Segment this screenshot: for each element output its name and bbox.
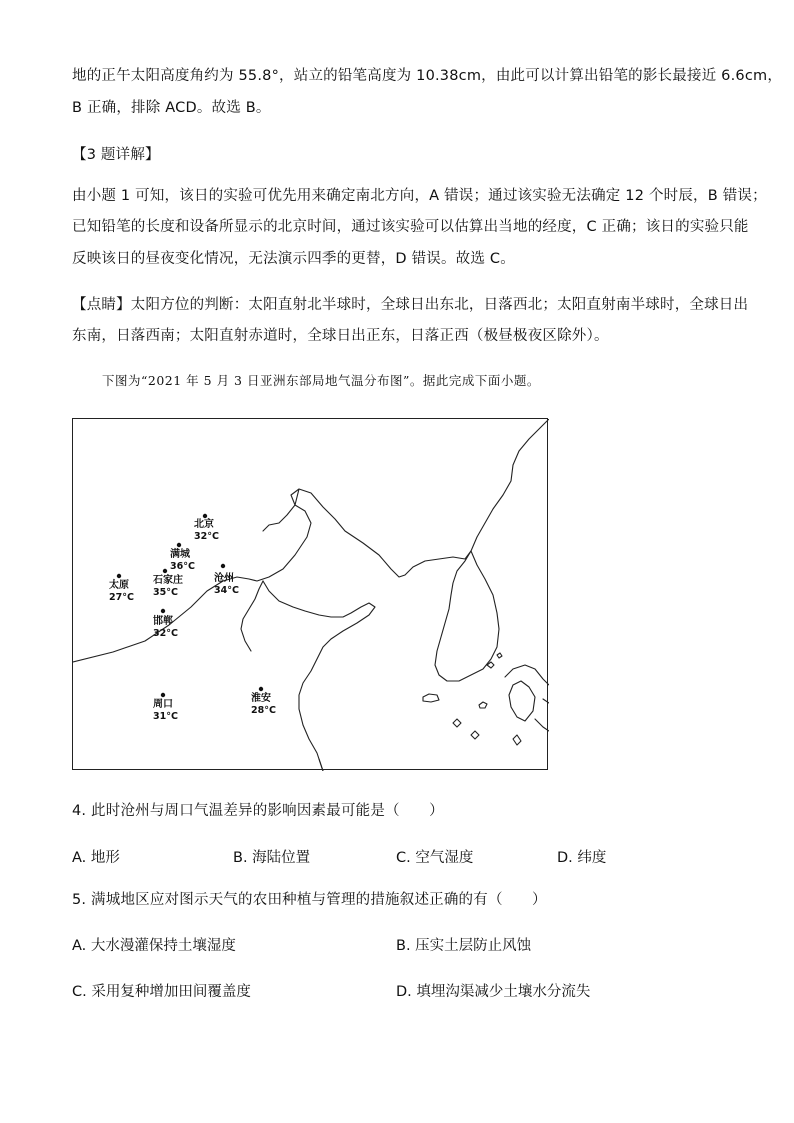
explanation-line-2: B 正确，排除 ACD。故选 B。	[72, 100, 271, 116]
q3-heading: 【3 题详解】	[72, 147, 160, 163]
q4-stem: 4. 此时沧州与周口气温差异的影响因素最可能是（ ）	[72, 803, 444, 819]
q5-option-b[interactable]: B. 压实土层防止风蚀	[396, 938, 532, 954]
city-dot-zhoukou	[161, 693, 165, 697]
city-temp-handan: 32°C	[153, 628, 178, 639]
figure-caption: 下图为“2021 年 5 月 3 日亚洲东部局地气温分布图”。据此完成下面小题。	[102, 373, 540, 388]
q4-option-a[interactable]: A. 地形	[72, 850, 120, 866]
city-dot-cangzhou	[221, 564, 225, 568]
city-name-cangzhou: 沧州	[214, 573, 234, 584]
city-temp-zhoukou: 31°C	[153, 711, 178, 722]
city-dot-handan	[161, 609, 165, 613]
q5-option-a[interactable]: A. 大水漫灌保持土壤湿度	[72, 938, 236, 954]
city-dot-beijing	[203, 514, 207, 518]
city-temp-taiyuan: 27°C	[109, 592, 134, 603]
q5-option-c[interactable]: C. 采用复种增加田间覆盖度	[72, 984, 251, 1000]
city-name-zhoukou: 周口	[153, 699, 173, 710]
city-temp-shijiazhuang: 35°C	[153, 587, 178, 598]
city-dot-shijiazhuang	[163, 569, 167, 573]
map-svg	[73, 419, 549, 771]
city-name-mancheng: 满城	[170, 549, 190, 560]
explanation-line-1: 地的正午太阳高度角约为 55.8°，站立的铅笔高度为 10.38cm，由此可以计算出铅笔的影长最接近 6.6cm，	[72, 68, 783, 84]
q3-line-2: 已知铅笔的长度和设备所显示的北京时间，通过该实验可以估算出当地的经度，C 正确；该日的实验只能	[72, 219, 749, 235]
city-dot-taiyuan	[117, 574, 121, 578]
city-name-beijing: 北京	[194, 519, 214, 530]
city-name-handan: 邯郸	[153, 616, 173, 627]
coastlines	[73, 419, 549, 771]
city-temp-huaian: 28°C	[251, 705, 276, 716]
tip-line-2: 东南，日落西南；太阳直射赤道时，全球日出正东，日落正西（极昼极夜区除外）。	[72, 328, 609, 344]
city-temp-beijing: 32°C	[194, 531, 219, 542]
tip-line-1: 【点睛】太阳方位的判断：太阳直射北半球时，全球日出东北，日落西北；太阳直射南半球时，全球日出	[72, 297, 749, 313]
city-name-shijiazhuang: 石家庄	[153, 575, 183, 586]
q3-line-1: 由小题 1 可知，该日的实验可优先用来确定南北方向，A 错误；通过该实验无法确定 12 个时辰，B 错误；	[72, 188, 767, 204]
q5-stem: 5. 满城地区应对图示天气的农田种植与管理的措施叙述正确的有（ ）	[72, 892, 547, 908]
q4-option-c[interactable]: C. 空气湿度	[396, 850, 474, 866]
city-markers	[117, 514, 263, 697]
q4-option-d[interactable]: D. 纬度	[557, 850, 607, 866]
city-labels	[109, 517, 276, 722]
q4-option-b[interactable]: B. 海陆位置	[233, 850, 311, 866]
city-temp-mancheng: 36°C	[170, 561, 195, 572]
city-dot-mancheng	[177, 543, 181, 547]
city-dot-huaian	[259, 687, 263, 691]
temperature-map	[72, 418, 548, 770]
city-temp-cangzhou: 34°C	[214, 585, 239, 596]
city-name-huaian: 淮安	[251, 693, 271, 704]
q5-option-d[interactable]: D. 填埋沟渠减少土壤水分流失	[396, 984, 591, 1000]
q3-line-3: 反映该日的昼夜变化情况，无法演示四季的更替，D 错误。故选 C。	[72, 251, 515, 267]
city-name-taiyuan: 太原	[109, 580, 129, 591]
